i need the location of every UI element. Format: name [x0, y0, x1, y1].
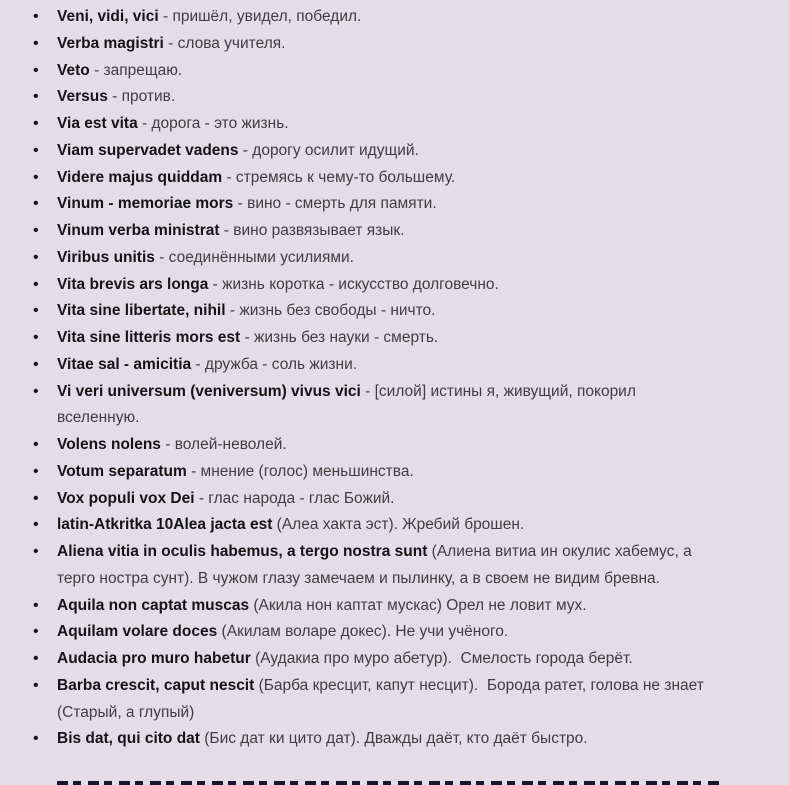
latin-phrase: Vi veri universum (veniversum) vivus vici [57, 382, 361, 400]
phrase-text [57, 165, 455, 192]
translation: - вино - смерть для памяти. [233, 195, 437, 213]
bullet-icon: • [33, 115, 39, 132]
latin-phrase: Vita sine litteris mors est [57, 329, 241, 346]
list-item [33, 325, 789, 352]
latin-phrase: Vinum - memoriae mors [57, 195, 234, 213]
list-item [33, 138, 789, 165]
translation: - слова учителя. [163, 34, 286, 52]
list-item [33, 245, 789, 272]
translation: (Бис дат ки цито дат). Дважды даёт, кто даёт быстро. [199, 730, 588, 748]
translation: - пришёл, увидел, победил. [158, 8, 362, 25]
phrase-text [57, 593, 587, 620]
list-item [33, 298, 789, 325]
phrase-text [57, 726, 588, 753]
phrase-text [57, 272, 499, 299]
translation: - против. [107, 88, 176, 106]
phrase-text [57, 673, 722, 727]
list-item [33, 512, 789, 539]
phrase-text [57, 31, 285, 58]
bullet-icon: • [33, 382, 39, 400]
list-item [33, 165, 789, 192]
latin-phrase: Vinum verba ministrat [57, 222, 220, 239]
list-item [33, 31, 789, 58]
latin-phrase: Veto [57, 61, 90, 79]
latin-phrase: Barba crescit, caput nescit [57, 676, 255, 694]
translation: - дружба - соль жизни. [191, 355, 358, 373]
latin-phrase: Volens nolens [57, 436, 161, 453]
list-item [33, 4, 789, 31]
bullet-icon: • [33, 88, 39, 106]
bullet-icon: • [33, 8, 39, 25]
translation: - глас народа - глас Божий. [194, 489, 395, 507]
bullet-icon: • [33, 141, 39, 159]
translation: (Алеа хакта эст). Жребий брошен. [272, 516, 525, 534]
translation: - мнение (голос) меньшинства. [186, 462, 414, 480]
bullet-icon: • [33, 195, 39, 213]
translation: - запрещаю. [89, 61, 183, 79]
translation: - соединёнными усилиями. [154, 248, 354, 266]
list-item [33, 673, 789, 727]
translation: - дорогу осилит идущий. [238, 141, 419, 159]
latin-phrase: Vita sine libertate, nihil [57, 302, 226, 320]
list-item [33, 191, 789, 218]
list-item [33, 459, 789, 486]
bullet-icon: • [33, 462, 39, 480]
phrase-text [57, 459, 414, 486]
bullet-icon: • [33, 168, 39, 186]
latin-phrase: Viam supervadet vadens [57, 141, 239, 159]
phrase-text [57, 352, 357, 379]
bullet-icon: • [33, 355, 39, 373]
bullet-icon: • [33, 489, 39, 507]
list-item [33, 726, 789, 753]
latin-phrase: Vox populi vox Dei [57, 489, 195, 507]
clipped-text-line [57, 781, 722, 785]
translation: (Акила нон каптат мускас) Орел не ловит мух. [249, 596, 587, 614]
phrase-text [57, 325, 438, 352]
list-item [33, 218, 789, 245]
translation: - волей-неволей. [160, 436, 287, 453]
translation: - жизнь без науки - смерть. [240, 329, 439, 346]
list-item [33, 352, 789, 379]
latin-phrase: Audacia pro muro habetur [57, 650, 251, 667]
phrase-text [57, 58, 182, 85]
bullet-icon: • [33, 676, 39, 694]
phrase-text [57, 4, 361, 31]
translation: (Барба кресцит, капут несцит). Борода ратет, голова не знает (Старый, а глупый) [57, 676, 709, 721]
bullet-icon: • [33, 302, 39, 320]
bullet-icon: • [33, 596, 39, 614]
latin-phrase: Versus [57, 88, 108, 106]
phrase-text [57, 111, 289, 138]
bullet-icon: • [33, 248, 39, 266]
list-item [33, 84, 789, 111]
bullet-icon: • [33, 516, 39, 534]
phrase-text [57, 619, 508, 646]
bullet-icon: • [33, 650, 39, 667]
phrase-text [57, 379, 722, 433]
list-item [33, 486, 789, 513]
list-item [33, 619, 789, 646]
list-item [33, 111, 789, 138]
list-item [33, 58, 789, 85]
translation: - стремясь к чему-то большему. [222, 168, 456, 186]
latin-phrase: Videre majus quiddam [57, 168, 223, 186]
phrase-text [57, 218, 404, 245]
latin-phrase: Votum separatum [57, 462, 187, 480]
bullet-icon: • [33, 222, 39, 239]
translation: - жизнь коротка - искусство долговечно. [208, 275, 499, 293]
bullet-icon: • [33, 543, 39, 560]
list-item [33, 379, 789, 433]
bullet-icon: • [33, 34, 39, 52]
phrase-text [57, 298, 436, 325]
latin-phrase: Viribus unitis [57, 248, 155, 266]
latin-phrase: Vitae sal - amicitia [57, 355, 192, 373]
bullet-icon: • [33, 436, 39, 453]
translation: - вино развязывает язык. [219, 222, 405, 239]
translation: (Акилам воларе докес). Не учи учёного. [217, 623, 509, 641]
translation: - дорога - это жизнь. [137, 115, 289, 132]
latin-phrase: Veni, vidi, vici [57, 8, 159, 25]
bullet-icon: • [33, 730, 39, 748]
list-item [33, 539, 789, 593]
phrase-text [57, 539, 722, 593]
list-item [33, 593, 789, 620]
latin-phrase: Verba magistri [57, 34, 164, 52]
latin-phrase: Vita brevis ars longa [57, 275, 209, 293]
phrase-text [57, 245, 354, 272]
translation: - жизнь без свободы - ничто. [225, 302, 436, 320]
phrase-text [57, 84, 175, 111]
bullet-icon: • [33, 623, 39, 641]
phrase-text [57, 646, 633, 673]
phrase-text [57, 512, 524, 539]
latin-phrase: Bis dat, qui cito dat [57, 730, 200, 748]
latin-phrase: Aliena vitia in oculis habemus, a tergo nostra sunt [57, 543, 428, 560]
list-item [33, 272, 789, 299]
translation: - [силой] истины я, живущий, покорил вселенную. [57, 382, 641, 427]
latin-phrase: Aquilam volare doces [57, 623, 218, 641]
latin-phrase: Via est vita [57, 115, 138, 132]
phrase-text [57, 486, 395, 513]
latin-phrase: latin-Atkritka 10Alea jacta est [57, 516, 273, 534]
phrase-text [57, 191, 437, 218]
list-item [33, 646, 789, 673]
phrase-text [57, 432, 287, 459]
translation: (Аудакиа про муро абетур). Смелость города берёт. [250, 650, 633, 667]
list-item [33, 432, 789, 459]
bullet-icon: • [33, 329, 39, 346]
phrase-text [57, 138, 419, 165]
bullet-icon: • [33, 61, 39, 79]
translation: (Алиена витиа ин окулис хабемус, а терго ностра сунт). В чужом глазу замечаем и пылинку, а в своем не видим бревна. [57, 543, 697, 587]
latin-phrase: Aquila non captat muscas [57, 596, 250, 614]
bullet-icon: • [33, 275, 39, 293]
